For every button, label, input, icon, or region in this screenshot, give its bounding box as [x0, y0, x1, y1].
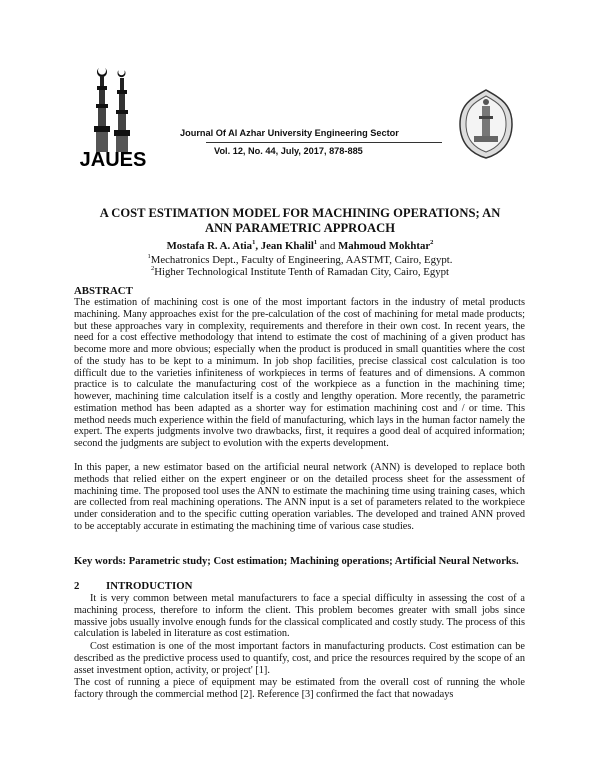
intro-paragraph-1: It is very common between metal manufacturers to face a special difficulty in assessing the cost of a machining process, therefore to inform the client. This problem becomes greater with small jobs since massive jobs usually involve enough funds for the classical complicated and costly study. The process of this calculation is labeled in literature as cost estimation. [74, 593, 525, 640]
section-heading: INTRODUCTION [106, 580, 193, 592]
author-conjunction: and [317, 240, 339, 252]
paper-title [70, 206, 530, 236]
seal-icon [456, 88, 516, 160]
abstract-heading: ABSTRACT [74, 285, 133, 297]
affiliation-2-text: Higher Technological Institute Tenth of Ramadan City, Cairo, Egypt [154, 266, 450, 278]
affiliation-2 [70, 266, 530, 278]
header-divider [206, 142, 442, 143]
intro-paragraph-3: The cost of running a piece of equipment may be estimated from the overall cost of running the whole factory through the commercial method [2]. Reference [3] confirmed the fact that nowadays [74, 677, 525, 700]
keywords [74, 556, 525, 568]
affiliation-1-text: Mechatronics Dept., Faculty of Engineering, AASTMT, Cairo, Egypt. [150, 254, 453, 266]
section-number: 2 [74, 580, 80, 592]
university-seal [456, 88, 516, 160]
abstract-paragraph-2: In this paper, a new estimator based on the artificial neural network (ANN) is developed to replace both methods that relied either on the expert engineer or on the detailed process sheet for the assessment of machining time. The proposed tool uses the ANN to estimate the machining time using training cases, which are collected from real machining operations. The ANN input is a set of parameters related to the workpiece under consideration and to the specific cutting operation variables. The developed and trained ANN proved to be acceptably accurate in estimating the machining time of various case studies. [74, 462, 525, 532]
author-1-affiliation: 1 [252, 239, 256, 246]
title-line-1: A COST ESTIMATION MODEL FOR MACHINING OPERATIONS; AN [99, 206, 501, 220]
affiliation-1 [70, 254, 530, 266]
journal-name: Journal Of Al Azhar University Engineering Sector [180, 128, 399, 138]
abstract-paragraph-1: The estimation of machining cost is one of the most important factors in the industry of metal products machining. Many approaches exist for the pre-calculation of the cost of machining for metal made products; but these approaches vary in complexity, requirements and therefore in their own cost. In recent years, the need for a cost effective methodology that intend to estimate the cost of machining of a given product has become more and more obvious; especially when the product is produced in small quantities where the cost of the study has to be kept to a minimum. In job shop facilities, precise classical cost calculation is too difficult due to the varieties infiniteness of workpieces in terms of features and of dimensions. A common practice is to calculate the manufacturing cost of the workpiece as a function in the machining time; however, machining time calculation itself is a costly and lengthy operation. More recently, the parametric estimation method has been adapted as a shorter way for estimation machining cost and / or time. This method needs much experience within the field of manufacturing, which lays in the human factor namely the expert. The experts judgments involve two drawbacks, first, it requires a good deal of acquired information; second the judgments are subject to evolution with the experts development. [74, 297, 525, 449]
title-line-2: ANN PARAMETRIC APPROACH [204, 221, 396, 235]
affiliation-2-number: 2 [150, 265, 155, 272]
intro-paragraph-2: Cost estimation is one of the most important factors in manufacturing products. Cost estimation can be described as the predictive process used to quantify, cost, and price the resources required by the scope of an asset investment option, activity, or project' [1]. [74, 641, 525, 676]
authors: Mostafa R. A. Atia$^1$, Jean Khalil$^1$ and Mahmoud Mokhtar$^2$ [166, 239, 434, 252]
author-3: Mahmoud Mokhtar [338, 240, 431, 252]
author-2: Jean Khalil [260, 240, 314, 252]
keywords-text: Parametric study; Cost estimation; Machining operations; Artificial Neural Networks. [128, 556, 519, 567]
author-2-affiliation: 1 [313, 239, 318, 246]
jaues-logo [72, 62, 154, 172]
volume-info: Vol. 12, No. 44, July, 2017, 878-885 [214, 146, 363, 156]
keywords-label: Key words: [74, 556, 127, 567]
minaret-logo-icon [72, 62, 154, 172]
affiliation-1-number: 1 [147, 253, 151, 260]
author-3-affiliation: 2 [430, 239, 434, 246]
svg-text:JAUES: JAUES [79, 149, 147, 171]
author-1: Mostafa R. A. Atia [166, 240, 253, 252]
